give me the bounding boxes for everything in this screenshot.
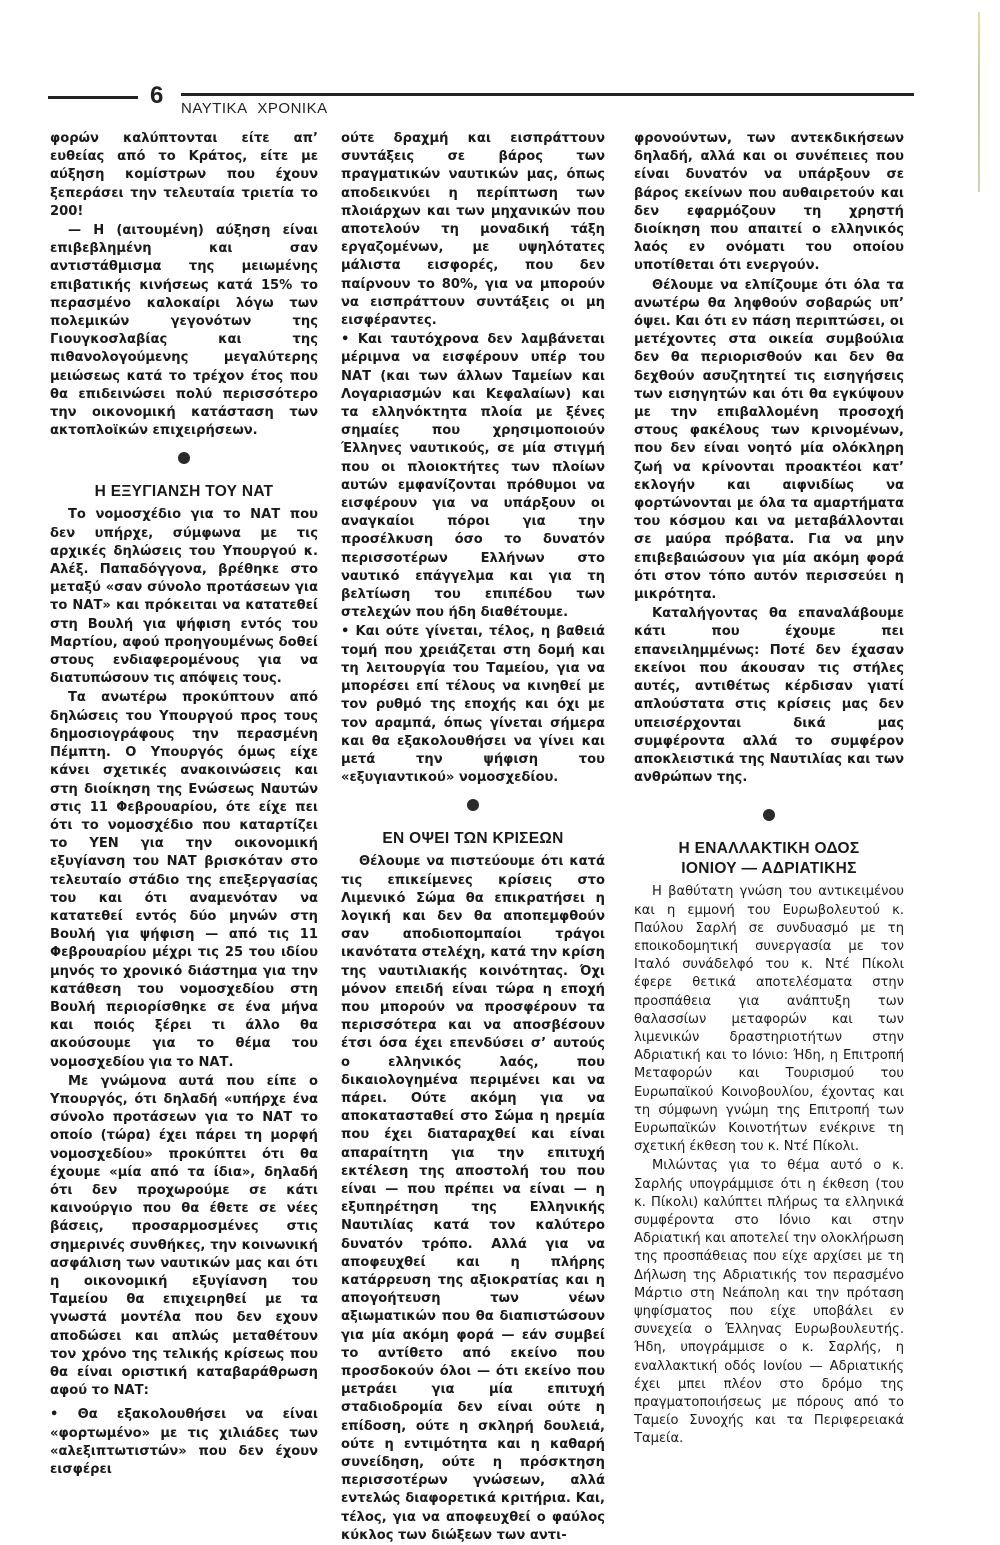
bullet-paragraph: • Θα εξακολουθήσει να είναι «φορτωμένο» με τις χιλιάδες των «αλεξιπτωτιστών» που δεν έχουν εισφέρει xyxy=(50,1407,318,1478)
paragraph: Μιλώντας για το θέμα αυτό ο κ. Σαρλής υπογράμμισε ότι η έκθεση (του κ. Πίκολι) καλύπτει πλήρως τα ελληνικά συμφέροντα στο Ιόνιο και στην Αδριατική και αποτελεί την ολοκλήρωση της προσπάθειας που είχε αρχίσει με τη Δήλωση της Αδριατικής τον περασμένο Μάρτιο στη Νεάπολη και την πρόταση ψηφίσματος που είχε υποβάλει εν συνεχεία ο Έλληνας Ευρωβουλευτής. Ήδη, υπογράμμισε ο κ. Σαρλής, η εναλλακτική οδός Ιονίου — Αδριατικής έχει μπει πλέον στο δρόμο της πραγματοποιήσεως με πόρους από το Ταμείο Συνοχής και τα Περιφερειακά Ταμεία. xyxy=(634,1158,904,1447)
paragraph: Θέλουμε να ελπίζουμε ότι όλα τα ανωτέρω θα ληφθούν σοβαρώς υπ’ όψει. Και ότι εν πάση περιπτώσει, οι μετέχοντες στα οικεία συμβούλια δεν θα περιορισθούν και δεν θα δεχθούν ασυζητητεί τις εισηγήσεις των εισηγητών και ότι θα εγκύψουν με την επιβαλλομένη προσοχή στους φακέλους των κρινομένων, που δεν είναι νοητό μία ολόκληρη ζωή να κρίνονται προακτέοι κατ’ εκλογήν και αιφνιδίως να φορτώνονται με όλα τα αμαρτήματα του κόσμου και να μεταβάλλονται σε μαύρα πρόβατα. Για να μην επιβεβαιώσουν για μία ακόμη φορά ότι στον τόπο αυτόν περισσεύει η μικρότητα. xyxy=(634,277,904,603)
column-middle xyxy=(341,130,605,1545)
page-header xyxy=(48,84,914,124)
column-right xyxy=(634,130,904,1449)
paragraph: — Η (αιτουμένη) αύξηση είναι επιβεβλημένη και σαν αντιστάθμισμα της μειωμένης επιβατικής κινήσεως κατά 15% το περασμένο καλοκαίρι λόγω των πολεμικών γεγονότων της Γιουγκοσλαβίας και της πιθανολογούμενης μεγαλύτερης μειώσεως κατά το τρέχον έτος που θα επιδεινώσει πολύ περισσότερο την οικονομική κατάσταση των ακτοπλοϊκών επιχειρήσεων. xyxy=(50,223,318,439)
section-heading-line: ΙΟΝΙΟΥ — ΑΔΡΙΑΤΙΚΗΣ xyxy=(681,860,857,878)
section-heading: Η ΕΞΥΓΙΑΝΣΗ ΤΟΥ ΝΑΤ xyxy=(94,483,274,501)
column-left xyxy=(50,130,318,1479)
page-number: 6 xyxy=(150,82,164,109)
paragraph: Με γνώμονα αυτά που είπε ο Υπουργός, ότι δηλαδή «υπήρχε ένα σύνολο προτάσεων για το ΝΑΤ το οποίο (τώρα) έχει πάρει τη μορφή νομοσχεδίου» προκύπτει ότι θα έχουμε «μία από τα ίδια», δηλαδή ότι δεν προχωρούμε σε κάτι καινούργιο που θα έθετε σε νέες βάσεις, προσαρμοσμένες στις σημερινές συνθήκες, την κοινωνική ασφάλιση των ναυτικών μας και ότι η οικονομική εξυγίανση του Ταμείου θα επιχειρηθεί με τα γνωστά μοντέλα που δεν εχουν αποδώσει και απλώς μεταθέτουν τον χρόνο της τελικής κρίσεως που θα είναι οριστική καταβαράθρωση αφού το ΝΑΤ: xyxy=(50,1073,318,1399)
paragraph: Θέλουμε να πιστεύουμε ότι κατά τις επικείμενες κρίσεις στο Λιμενικό Σώμα θα επικρατήσει η λογική και δεν θα αποπεμφθούν σαν αποδιοπομπαίοι τράγοι ικανότατα στελέχη, κατά την κρίση της ναυτιλιακής κοινότητας. Όχι μόνον επειδή είναι τώρα η εποχή που μπορούν να προσφέρουν τα περισσότερα και να αποσβέσουν έτσι όσα έχει επενδύσει σ’ αυτούς ο ελληνικός λαός, που δικαιολογημένα περιμένει και να πάρει. Ούτε ακόμη για να αποκατασταθεί στο Σώμα η ηρεμία που έχει διαταραχθεί και είναι απαραίτητη για την επιτυχή εκτέλεση της αποστολή του που είναι — που πρέπει να είναι — η εξυπηρέτηση της Ελληνικής Ναυτιλίας κατά τον καλύτερο δυνατόν τρόπο. Αλλά για να αποφευχθεί και η πλήρης κατάρρευση της αξιοκρατίας και η απογοήτευση των νέων αξιωματικών που θα διαπιστώσουν για μία ακόμη φορά — εάν συμβεί το αντίθετο από εκείνο που προσδοκούν όλοι — ότι εκείνο που μετράει για μία επιτυχή σταδιοδρομία δεν είναι ούτε η επίδοση, ούτε η σκληρή δουλειά, ούτε η εντιμότητα και η καθαρή συνείδηση, ούτε η πρόσκτηση περισσοτέρων γνώσεων, αλλά εντελώς διαφορετικά κριτήρια. Και, τέλος, για να αποφευχθεί ο φαύλος κύκλος των διώξεων των αντι- xyxy=(341,854,605,1543)
section-divider xyxy=(341,799,605,821)
section-divider xyxy=(50,452,318,474)
paragraph: Καταλήγοντας θα επαναλάβουμε κάτι που έχουμε πει επανειλημμένως: Ποτέ δεν έχασαν εκείνοι που άκουσαν τις στήλες αυτές, αντιθέτως κέρδισαν γιατί απλούστατα στις κρίσεις μας δεν υπεισέρχονται δικά μας συμφέροντα αλλά το συμφέρον αποκλειστικά της Ναυτιλίας και των ανθρώπων της. xyxy=(634,606,904,786)
scan-edge-line xyxy=(978,12,980,192)
section-heading-line: Η ΕΝΑΛΛΑΚΤΙΚΗ ΟΔΟΣ xyxy=(678,840,860,858)
section-heading xyxy=(634,839,904,879)
publication-name: ΝΑΥΤΙΚΑ ΧΡΟΝΙΚΑ xyxy=(181,100,328,117)
section-divider xyxy=(634,809,904,831)
paragraph: φρονούντων, των αντεκδικήσεων δηλαδή, αλλά και οι συνέπειες που είναι δυνατόν να υπάρξουν σε βάρος εκείνων που αυθαιρετούν και δεν εφαρμόζουν τη χρηστή διοίκηση που απαιτεί ο ελληνικός λαός εν ονόματι του οποίου υποτίθεται ότι ενεργούν. xyxy=(634,131,904,274)
bullet-dot-icon xyxy=(178,452,190,464)
bullet-paragraph: • Και ούτε γίνεται, τέλος, η βαθειά τομή που χρειάζεται στη δομή και τη λειτουργία του Ταμείου, για να μπορέσει επί τέλους να κινηθεί με τον ρυθμό της εποχής και όχι με τον αραμπά, όπως γίνεται σήμερα και θα εξακολουθήσει να γίνει και μετά την ψήφιση του «εξυγιαντικού» νομοσχεδίου. xyxy=(341,624,605,786)
paragraph: ούτε δραχμή και εισπράττουν συντάξεις σε βάρος των πραγματικών ναυτικών μας, όπως αποδεικνύει η περίπτωση των πλοιάρχων και των μηχανικών που αποτελούν τη μοναδική τάξη εργαζομένων, με υψηλότατες μάλιστα εισφορές, που δεν παίρνουν το 80%, για να μπορούν να εισπράττουν συντάξεις οι μη εισφέραντες. xyxy=(341,131,605,329)
section-heading: ΕΝ ΟΨΕΙ ΤΩΝ ΚΡΙΣΕΩΝ xyxy=(382,830,564,848)
bullet-dot-icon xyxy=(467,799,479,811)
paragraph: Τα ανωτέρω προκύπτουν από δηλώσεις του Υπουργού προς τους δημοσιογράφους την περασμένη Πέμπτη. Ο Υπουργός όμως είχε κάνει σχετικές ανακοινώσεις και στη διοίκηση της Ενώσεως Ναυτών στις 11 Φεβρουαρίου, ότε είχε πει ότι το νομοσχέδιο που καταρτίζει το ΥΕΝ για την οικονομική εξυγίανση του ΝΑΤ βρισκόταν στο τελευταίο στάδιο της επεξεργασίας του και ότι αναμενόταν να κατατεθεί εντός δύο μηνών στη Βουλή για ψήφιση — από τις 11 Φεβρουαρίου μέχρι τις 25 του ιδίου μηνός το χρονικό διάστημα για την κατάθεση του νομοσχεδίου στη Βουλή περιορίσθηκε σε ένα μήνα και ποιός ξέρει τι άλλο θα ακούσουμε για το θέμα του νομοσχεδίου για το ΝΑΤ. xyxy=(50,690,318,1070)
paragraph: Το νομοσχέδιο για το ΝΑΤ που δεν υπήρχε, σύμφωνα με τις αρχικές δηλώσεις του Υπουργού κ. Αλέξ. Παπαδόγγονα, βρέθηκε στο μεταξύ «σαν σύνολο προτάσεων για το ΝΑΤ» και πρόκειται να κατατεθεί στη Βουλή για ψήφιση εντός του Μαρτίου, αφού προηγουμένως δοθεί στους ενδιαφερομένους για να διατυπώσουν τις απόψεις τους. xyxy=(50,507,318,687)
bullet-dot-icon xyxy=(763,809,775,821)
bullet-paragraph: • Και ταυτόχρονα δεν λαμβάνεται μέριμνα να εισφέρουν υπέρ του ΝΑΤ (και των άλλων Ταμείων και Λογαριασμών και Κεφαλαίων) και τα ελληνόκτητα πλοία με ξένες σημαίες που χρησιμοποιούν Έλληνες ναυτικούς, σε μία στιγμή που οι πλοιοκτήτες των πλοίων αυτών εμφανίζονται πρόθυμοι να εισφέρουν για να υπάρξουν οι αναγκαίοι πόροι για την προσέλκυση όσο το δυνατόν περισσοτέρων Ελλήνων στο ναυτικό επάγγελμα και για τη βελτίωση του επιπέδου των στελεχών που ήδη διαθέτουμε. xyxy=(341,332,605,621)
header-rule-right xyxy=(181,93,914,96)
header-rule-left xyxy=(48,96,138,99)
paragraph: Η βαθύτατη γνώση του αντικειμένου και η εμμονή του Ευρωβολευτού κ. Παύλου Σαρλή σε συνδυασμό με τη εποικοδομητική συνεργασία με τον Ιταλό συνάδελφό του κ. Ντέ Πίκολι έφερε θετικά αποτελέσματα στην προσπάθεια για ανάπτυξη των θαλασσίων μεταφορών και των λιμενικών δραστηριοτήτων στην Αδριατική και το Ιόνιο: Ήδη, η Επιτροπή Μεταφορών και Τουρισμού του Ευρωπαϊκού Κοινοβουλίου, έχοντας και τη σύμφωνη γνώμη της Επιτροπή των Ευρωπαϊκών Κοινοτήτων ενέκρινε τη σχετική έκθεση του κ. Ντέ Πίκολι. xyxy=(634,884,904,1155)
paragraph: φορών καλύπτονται είτε απ’ ευθείας από το Κράτος, είτε με αύξηση κομίστρων που έχουν ξεπεράσει την τελευταία τριετία το 200! xyxy=(50,131,318,219)
